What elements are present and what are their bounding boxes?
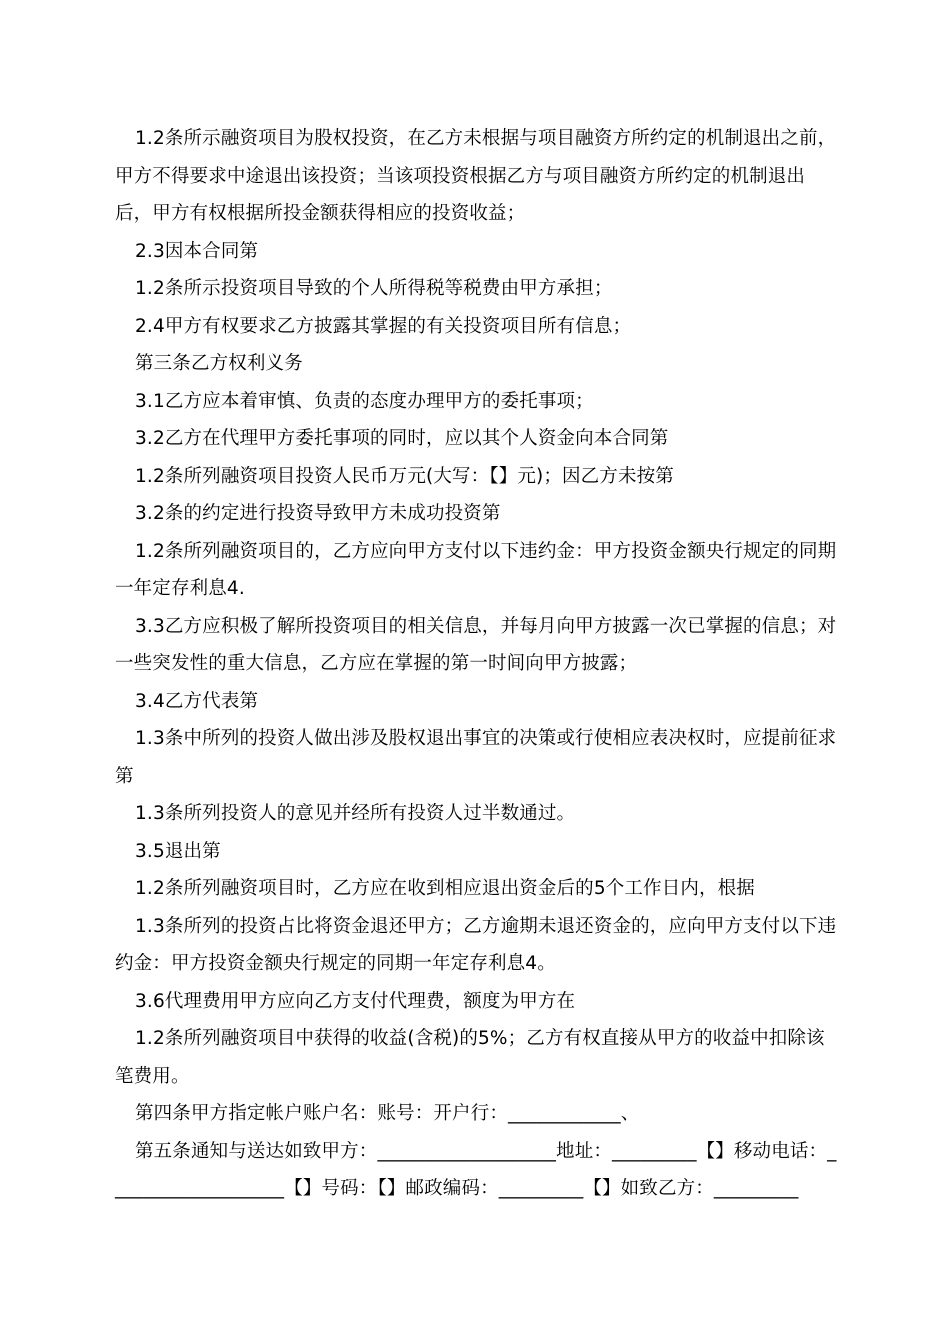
paragraph-3: 1.2条所示投资项目导致的个人所得税等税费由甲方承担；	[135, 278, 613, 299]
section-heading-3: 第三条乙方权利义务	[135, 353, 303, 374]
paragraph-2: 2.3因本合同第	[135, 240, 259, 262]
document-body	[115, 120, 840, 1208]
paragraph-13: 1.3条中所列的投资人做出涉及股权退出事宜的决策或行使相应表决权时，应提前征求第	[115, 728, 837, 787]
paragraph-9: 3.2条的约定进行投资导致甲方未成功投资第	[135, 503, 501, 524]
paragraph-10: 1.2条所列融资项目的，乙方应向甲方支付以下违约金：甲方投资金额央行规定的同期一年定存利息4.	[115, 540, 837, 599]
paragraph-15: 3.5退出第	[135, 840, 221, 862]
paragraph-11: 3.3乙方应积极了解所投资项目的相关信息，并每月向甲方披露一次已掌握的信息；对一些突发性的重大信息，乙方应在掌握的第一时间向甲方披露；	[115, 615, 837, 674]
paragraph-12: 3.4乙方代表第	[135, 690, 259, 712]
paragraph-19: 1.2条所列融资项目中获得的收益(含税)的5%；乙方有权直接从甲方的收益中扣除该笔费用。	[115, 1028, 825, 1087]
section-heading-5: 第五条通知与送达如致甲方：___________________地址：_________【】移动电话：___________________【】号码：【】邮政编码：_________【】如致乙方：_________	[115, 1140, 837, 1199]
paragraph-7: 3.2乙方在代理甲方委托事项的同时，应以其个人资金向本合同第	[135, 428, 669, 449]
paragraph-18: 3.6代理费用甲方应向乙方支付代理费，额度为甲方在	[135, 990, 576, 1012]
paragraph-8: 1.2条所列融资项目投资人民币万元(大写：【】元)；因乙方未按第	[135, 465, 674, 487]
paragraph-6: 3.1乙方应本着审慎、负责的态度办理甲方的委托事项；	[135, 390, 594, 412]
paragraph-16: 1.2条所列融资项目时，乙方应在收到相应退出资金后的5个工作日内，根据	[135, 878, 755, 899]
section-heading-4: 第四条甲方指定帐户账户名：账号：开户行：____________、	[135, 1103, 640, 1124]
paragraph-4: 2.4甲方有权要求乙方披露其掌握的有关投资项目所有信息；	[135, 315, 632, 337]
paragraph-17: 1.3条所列的投资占比将资金退还甲方；乙方逾期未退还资金的，应向甲方支付以下违约金：甲方投资金额央行规定的同期一年定存利息4。	[115, 915, 837, 974]
paragraph-14: 1.3条所列投资人的意见并经所有投资人过半数通过。	[135, 803, 576, 824]
paragraph-1: 1.2条所示融资项目为股权投资，在乙方未根据与项目融资方所约定的机制退出之前，甲方不得要求中途退出该投资；当该项投资根据乙方与项目融资方所约定的机制退出后，甲方有权根据所投金额获得相应的投资收益；	[115, 128, 837, 224]
